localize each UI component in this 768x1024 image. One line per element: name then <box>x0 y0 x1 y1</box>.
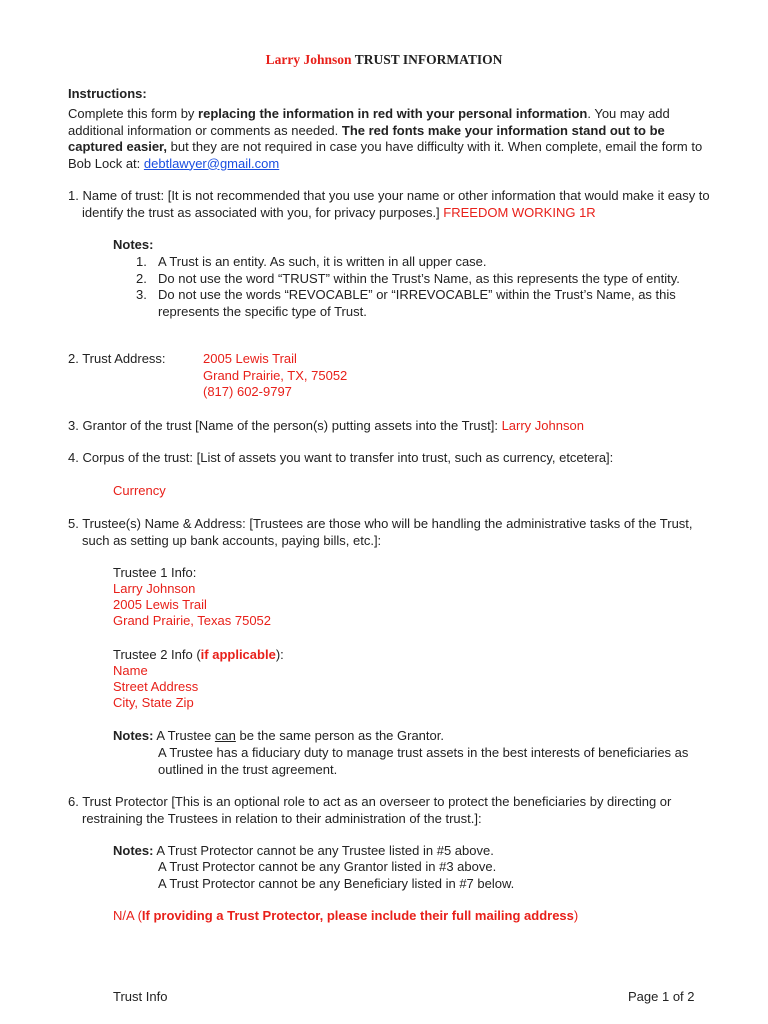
answer-pre: N/A ( <box>113 908 142 923</box>
trustee-2-city: City, State Zip <box>113 695 194 710</box>
question-1-text: 1. Name of trust: [It is not recommended that you use your name or other information that would make it easy to identify the trust as associated with you, for privacy purposes.] <box>68 188 710 220</box>
question-6-note-3: A Trust Protector cannot be any Beneficiary listed in #7 below. <box>158 876 515 891</box>
list-item-text: Do not use the word “TRUST” within the Trust’s Name, as this represents the type of entity. <box>158 270 680 286</box>
question-5-notes-label: Notes: <box>113 728 154 743</box>
list-item-text: Do not use the words “REVOCABLE” or “IRREVOCABLE” within the Trust’s Name, as this represents the specific type of Trust. <box>158 287 676 319</box>
question-2-label: 2. Trust Address: <box>68 351 166 366</box>
instructions-text-2: . You may add additional information or comments as needed. <box>68 106 670 138</box>
list-number: 1. <box>136 254 147 269</box>
trustee-2-street: Street Address <box>113 679 199 694</box>
list-number: 3. <box>136 287 147 302</box>
instructions-bold-1: replacing the information in red with your personal information <box>198 106 588 121</box>
corpus-answer: Currency <box>113 483 166 498</box>
list-item <box>136 287 696 320</box>
answer-post: ) <box>573 908 579 923</box>
instructions-paragraph <box>68 106 708 172</box>
list-number: 2. <box>136 270 147 286</box>
trust-address-line-1: 2005 Lewis Trail <box>203 351 297 366</box>
question-5-note-2: A Trustee has a fiduciary duty to manage trust assets in the best interests of beneficiaries as outlined in the trust agreement. <box>158 745 689 777</box>
note-text: A Trustee <box>153 728 215 743</box>
question-6-text: 6. Trust Protector [This is an optional role to act as an overseer to protect the beneficiaries by directing or restraining the Trustees in relation to their administration of the trust.]: <box>68 794 672 826</box>
question-4-text: 4. Corpus of the trust: [List of assets you want to transfer into trust, such as currency, etcetera]: <box>68 450 614 465</box>
trust-name-answer: FREEDOM WORKING 1R <box>443 204 596 220</box>
question-6-note-1 <box>113 843 494 860</box>
question-3 <box>68 418 708 435</box>
question-6-notes-label: Notes: <box>113 843 154 858</box>
grantor-answer: Larry Johnson <box>501 418 584 433</box>
question-5-text: 5. Trustee(s) Name & Address: [Trustees are those who will be handling the administrative tasks of the Trust, such as setting up bank accounts, paying bills, etc.]: <box>68 516 693 548</box>
page-number: Page 1 of 2 <box>628 989 695 1004</box>
list-item-text: A Trust is an entity. As such, it is written in all upper case. <box>158 254 487 269</box>
question-6-note-2: A Trust Protector cannot be any Grantor listed in #3 above. <box>158 859 497 874</box>
trustee-1-name: Larry Johnson <box>113 581 196 596</box>
question-1-notes-label: Notes: <box>113 237 154 252</box>
trustee-2-name: Name <box>113 663 148 678</box>
trustee-1-city: Grand Prairie, Texas 75052 <box>113 613 272 628</box>
answer-bold: If providing a Trust Protector, please include their full mailing address <box>141 908 574 923</box>
trustee-2-label-pre: Trustee 2 Info ( <box>113 647 201 662</box>
note-underline: can <box>214 728 236 743</box>
list-item <box>136 254 696 271</box>
trust-address-line-2: Grand Prairie, TX, 75052 <box>203 368 348 383</box>
title-name: Larry Johnson <box>265 52 352 67</box>
page-title <box>0 52 768 69</box>
question-1 <box>68 188 722 221</box>
title-rest: TRUST INFORMATION <box>354 52 503 67</box>
question-3-text: 3. Grantor of the trust [Name of the person(s) putting assets into the Trust]: <box>68 418 498 433</box>
note-text: A Trust Protector cannot be any Trustee listed in #5 above. <box>153 843 494 858</box>
email-link[interactable]: debtlawyer@gmail.com <box>143 155 280 171</box>
footer-left: Trust Info <box>113 989 168 1004</box>
trustee-2-label-bold: if applicable <box>200 647 276 662</box>
instructions-text-1: Complete this form by <box>68 106 199 121</box>
question-5-note-1 <box>113 728 444 745</box>
trust-address-line-3: (817) 602-9797 <box>203 384 292 399</box>
question-1-notes-list <box>136 254 696 320</box>
trustee-2-label-post: ): <box>275 647 284 662</box>
instructions-text-3: but they are not required in case you have difficulty with it. When complete, email the form to Bob Lock at: <box>68 139 703 171</box>
instructions-heading: Instructions: <box>68 86 147 101</box>
trustee-2-label <box>113 647 284 664</box>
trust-protector-answer <box>113 908 578 925</box>
instructions-bold-2: The red fonts make your information stand out to be captured easier, <box>68 122 665 154</box>
trustee-1-street: 2005 Lewis Trail <box>113 597 207 612</box>
note-text: be the same person as the Grantor. <box>235 728 444 743</box>
trustee-1-label: Trustee 1 Info: <box>113 565 197 580</box>
list-item <box>136 271 696 288</box>
